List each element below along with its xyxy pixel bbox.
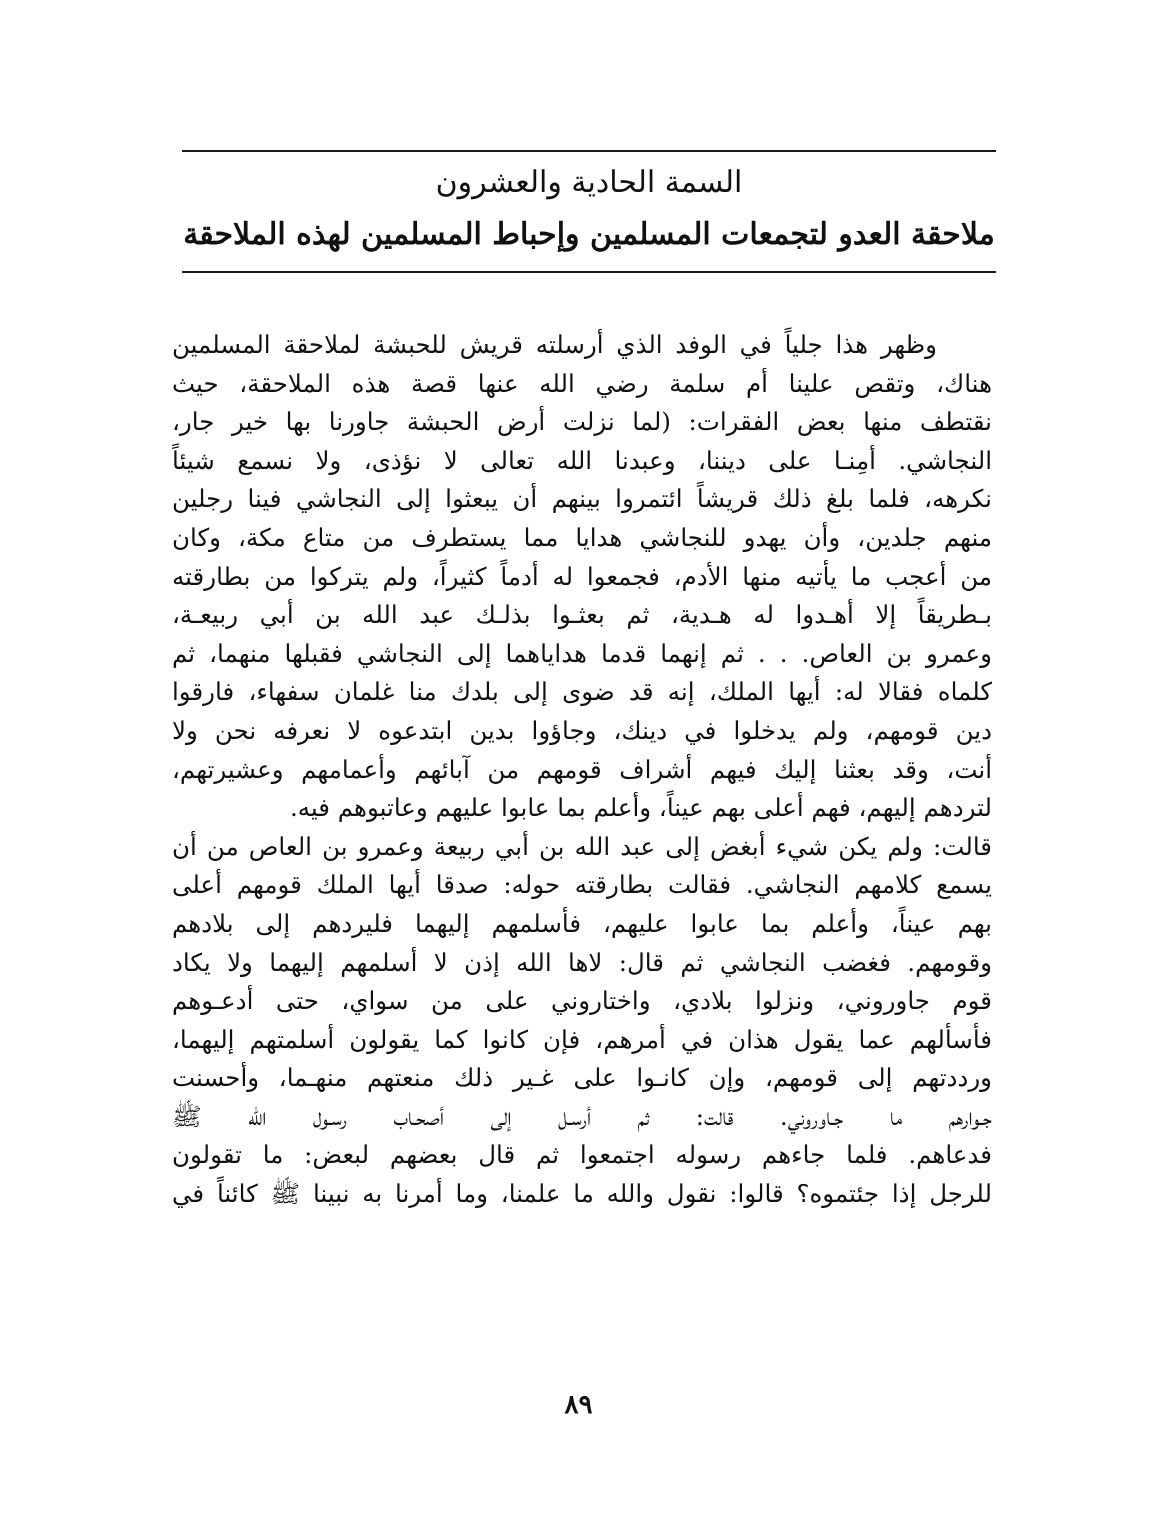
chapter-heading: [182, 158, 996, 262]
text-line: منهم جلدين، وأن يهدو للنجاشي هدايا مما يستطرف من متاع مكة، وكان: [172, 522, 992, 552]
text-line: لتردهم إليهم، فهم أعلى بهم عيناً، وأعلم بما عابوا عليهم وعاتبوهم فيه.: [289, 793, 992, 823]
text-line: وظهر هذا جلياً في الوفد الذي أرسلته قريش للحبشة لملاحقة المسلمين: [172, 330, 937, 359]
text-line: كلماه فقالا له: أيها الملك، إنه قد ضوى إلى بلدك منا غلمان سفهاء، فارقوا: [172, 677, 992, 707]
page-number: ٨٩: [564, 1390, 593, 1420]
text-line: من أعجب ما يأتيه منها الأدم، فجمعوا له أدماً كثيراً، ولم يتركوا من بطارقته: [172, 561, 992, 591]
text-line: قالت: ولم يكن شيء أبغض إلى عبد الله بن أبي ربيعة وعمرو بن العاص من أن: [172, 831, 992, 861]
text-line: فدعاهم. فلما جاءهم رسوله اجتمعوا ثم قال بعضهم لبعض: ما تقولون: [172, 1140, 992, 1170]
body-paragraph: [172, 326, 992, 1214]
text-line: قوم جاوروني، ونزلوا بلادي، واختاروني على من سواي، حتى أدعـوهم: [172, 986, 992, 1016]
chapter-title: ملاحقة العدو لتجمعات المسلمين وإحباط المسلمين لهذه الملاحقة: [183, 217, 995, 252]
bottom-rule: [182, 271, 996, 273]
text-line: بهم عيناً، وأعلم بما عابوا عليهم، فأسلمهم إليهما فليردهم إلى بلادهم: [172, 908, 992, 938]
text-line: بـطريقاً إلا أهـدوا له هـدية، ثم بعثـوا بذلـك عبد الله بن أبي ربيعـة،: [172, 600, 992, 630]
chapter-subtitle: السمة الحادية والعشرون: [435, 165, 743, 200]
text-line: للرجل إذا جئتموه؟ قالوا: نقول والله ما علمنا، وما أمرنا به نبينا ﷺ كائناً في: [172, 1179, 992, 1209]
text-line: هناك، وتقص علينا أم سلمة رضي الله عنها قصة هذه الملاحقة، حيث: [172, 368, 992, 398]
text-line: وقومهم. فغضب النجاشي ثم قال: لاها الله إذن لا أسلمهم إليهما ولا يكاد: [172, 947, 992, 977]
top-rule: [182, 150, 996, 152]
text-line: النجاشي. أمِنـا على ديننا، وعبدنا الله تعالى لا نؤذى، ولا نسمع شيئاً: [172, 445, 992, 475]
text-line: وعمرو بن العاص. . . ثم إنهما قدما هداياهما إلى النجاشي فقبلها منهما، ثم: [172, 638, 992, 668]
text-line: فأسألهم عما يقول هذان في أمرهم، فإن كانوا كما يقولون أسلمتهم إليهما،: [172, 1024, 992, 1054]
text-line: نكرهه، فلما بلغ ذلك قريشاً ائتمروا بينهم أن يبعثوا إلى النجاشي فينا رجلين: [172, 484, 992, 514]
text-line: دين قومهم، ولم يدخلوا في دينك، وجاؤوا بدين ابتدعوه لا نعرفه نحن ولا: [172, 715, 992, 745]
text-line: يسمع كلامهم النجاشي. فقالت بطارقته حوله: صدقا أيها الملك قومهم أعلى: [172, 870, 992, 900]
text-line: جـوارهم ما جـاوروني. قالت: ثم أرسـل إلى أصحـاب رسـول الله ﷺ: [172, 1101, 992, 1131]
text-line: نقتطف منها بعض الفقرات: (لما نزلت أرض الحبشة جاورنا بها خير جار،: [172, 407, 992, 437]
text-line: أنت، وقد بعثنا إليك فيهم أشراف قومهم من آبائهم وأعمامهم وعشيرتهم،: [172, 754, 992, 784]
text-line: ورددتهم إلى قومهم، وإن كانـوا على غـير ذلك منعتهم منهـما، وأحسنت: [172, 1063, 992, 1093]
